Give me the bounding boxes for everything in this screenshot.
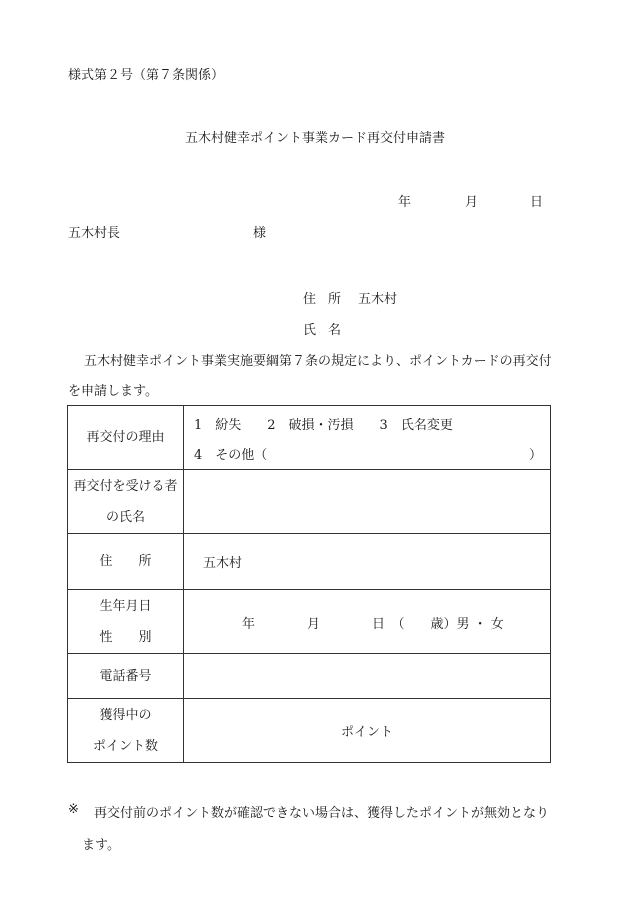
reason-options-line1: 1 紛失 2 破損・汚損 3 氏名変更 bbox=[194, 418, 453, 433]
points-unit: ポイント bbox=[340, 725, 393, 740]
address-row bbox=[68, 534, 551, 590]
recipient-row bbox=[68, 470, 551, 534]
addressee-suffix: 様 bbox=[253, 226, 267, 241]
addressee-name: 五木村長 bbox=[68, 226, 121, 241]
body-text-line1: 五木村健幸ポイント事業実施要綱第７条の規定により、ポイントカードの再交付 bbox=[84, 354, 552, 369]
recipient-label: 再交付を受ける者 の氏名 bbox=[68, 470, 184, 534]
reason-label: 再交付の理由 bbox=[68, 406, 184, 470]
form-number: 様式第２号（第７条関係） bbox=[68, 68, 225, 83]
note-line2: ます。 bbox=[82, 838, 120, 853]
points-row bbox=[68, 699, 551, 763]
points-label: 獲得中の ポイント数 bbox=[68, 699, 184, 763]
birth-sex-label: 生年月日 性 別 bbox=[68, 590, 184, 654]
date-day-label: 日 bbox=[530, 195, 544, 210]
note-line1: 再交付前のポイント数が確認できない場合は、獲得したポイントが無効となり bbox=[94, 806, 550, 821]
date-year-label: 年 bbox=[398, 195, 412, 210]
applicant-address-value: 五木村 bbox=[358, 292, 398, 307]
note-mark: ※ bbox=[68, 802, 79, 817]
address-label: 住 所 bbox=[68, 534, 184, 590]
address-value: 五木村 bbox=[203, 556, 243, 571]
body-text-line2: を申請します。 bbox=[68, 384, 158, 399]
reason-other-close-paren: ） bbox=[529, 448, 543, 463]
recipient-name-field[interactable] bbox=[184, 470, 551, 534]
reason-field[interactable] bbox=[184, 406, 551, 470]
date-month-label: 月 bbox=[465, 195, 479, 210]
birth-date-sex-value: 年 月 日 （ 歳）男 ・ 女 bbox=[242, 617, 504, 632]
phone-row bbox=[68, 654, 551, 699]
phone-field[interactable] bbox=[184, 654, 551, 699]
address-field[interactable] bbox=[184, 534, 551, 590]
points-field[interactable] bbox=[184, 699, 551, 763]
reason-row bbox=[68, 406, 551, 470]
birth-sex-field[interactable] bbox=[184, 590, 551, 654]
applicant-name-label: 氏名 bbox=[303, 323, 354, 338]
application-form-table bbox=[67, 405, 551, 763]
document-title: 五木村健幸ポイント事業カード再交付申請書 bbox=[184, 131, 445, 146]
birth-sex-row bbox=[68, 590, 551, 654]
applicant-address-label: 住所 bbox=[303, 292, 354, 307]
phone-label: 電話番号 bbox=[68, 654, 184, 699]
reason-options-line2: 4 その他（ bbox=[194, 448, 268, 463]
